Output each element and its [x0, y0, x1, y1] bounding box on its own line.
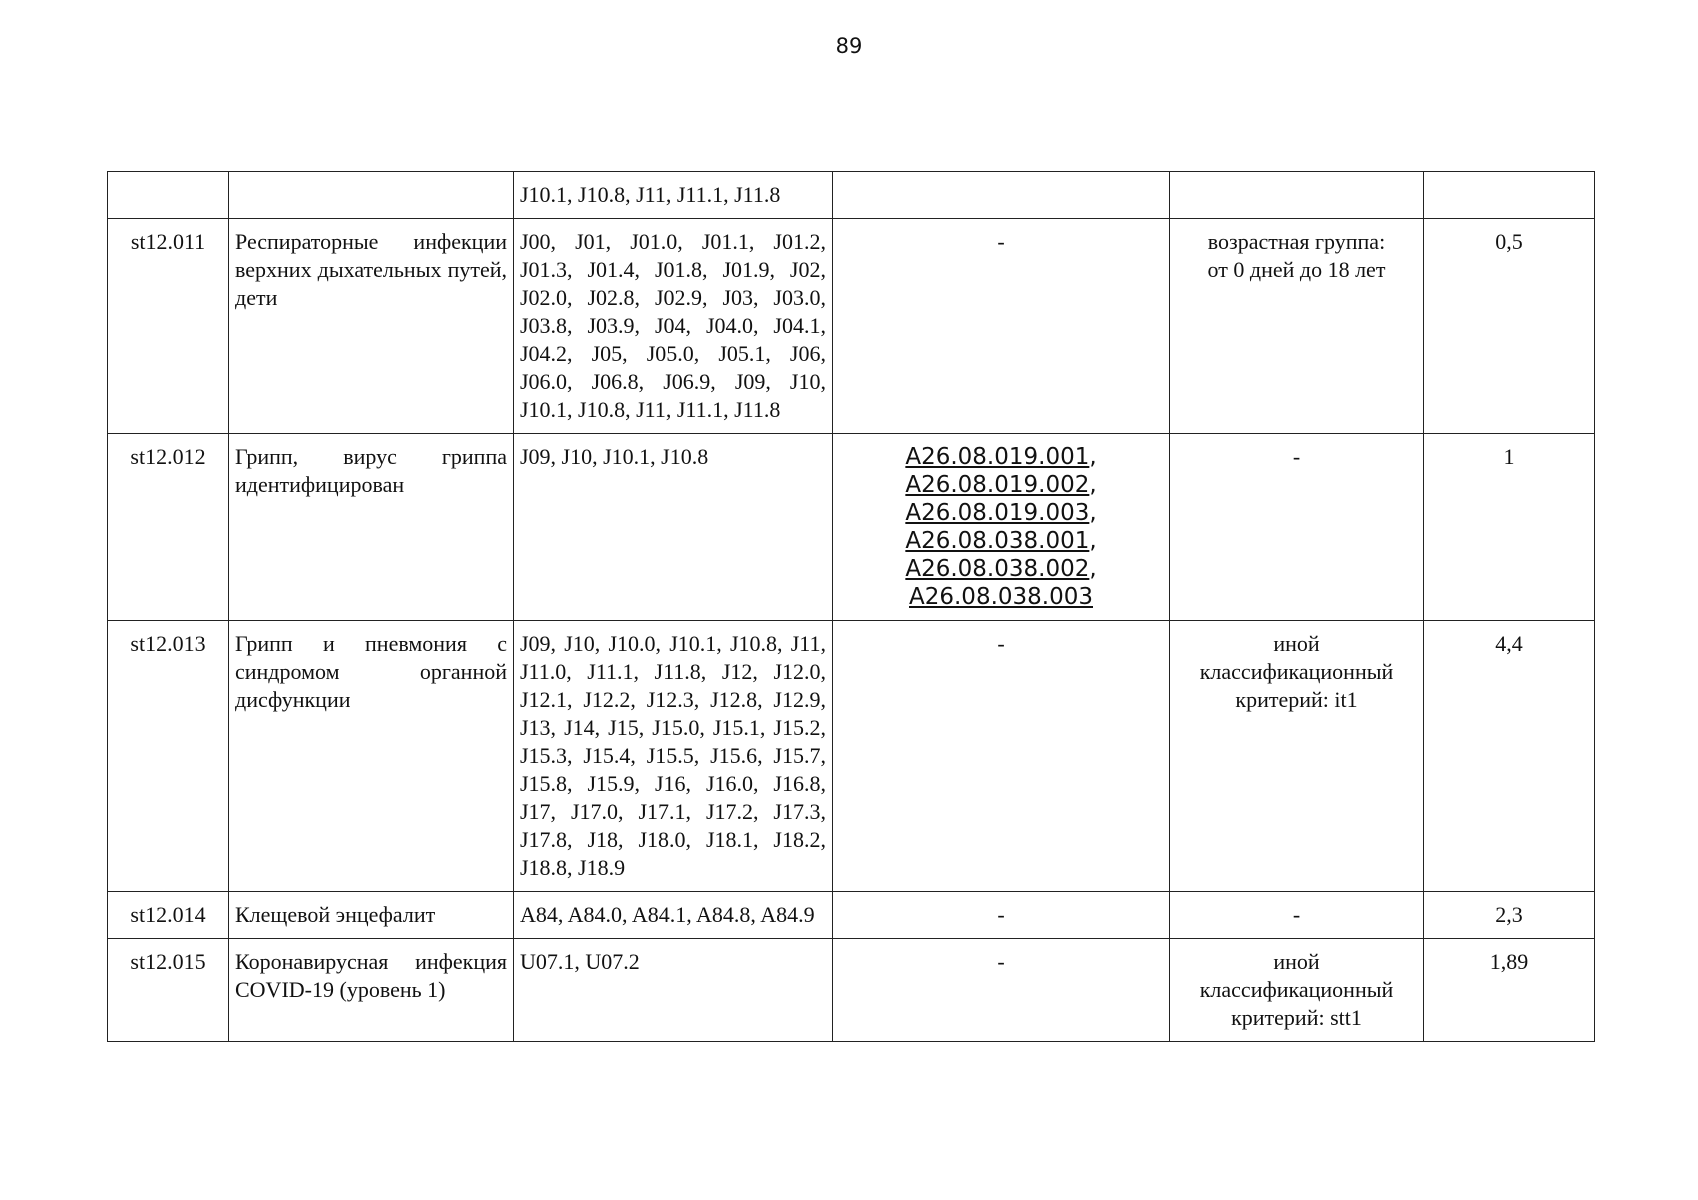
table-row [108, 172, 1595, 219]
criterion-line: классификационный [1199, 659, 1394, 684]
ksg-table [107, 171, 1595, 1042]
service-code-link[interactable]: A26.08.038.003 [909, 584, 1093, 610]
services-cell: - [833, 219, 1170, 434]
service-code-link[interactable]: A26.08.038.002 [905, 556, 1090, 582]
criterion-line: возрастная группа: [1207, 229, 1386, 254]
service-item: A26.08.019.002, [905, 472, 1097, 498]
service-code-link[interactable]: A26.08.019.002 [905, 472, 1090, 498]
services-cell: - [833, 939, 1170, 1042]
ksg-code-cell: st12.012 [108, 434, 229, 621]
service-item: A26.08.019.001, [905, 444, 1097, 470]
table-row [108, 219, 1595, 434]
mkb-codes-cell: J09, J10, J10.0, J10.1, J10.8, J11, J11.0, J11.1, J11.8, J12, J12.0, J12.1, J12.2, J12.3, J12.8, J12.9, J13, J14, J15, J15.0, J15.1, J15.2, J15.3, J15.4, J15.5, J15.6, J15.7, J15.8, J15.9, J16, J16.0, J16.8, J17, J17.0, J17.1, J17.2, J17.3, J17.8, J18, J18.0, J18.1, J18.2, J18.8, J18.9 [514, 621, 833, 892]
ksg-name-cell: Коронавирусная инфекция COVID-19 (уровень 1) [229, 939, 514, 1042]
services-cell: - [833, 892, 1170, 939]
mkb-codes-cell: J10.1, J10.8, J11, J11.1, J11.8 [514, 172, 833, 219]
ksg-name-cell: Респираторные инфекции верхних дыхательных путей, дети [229, 219, 514, 434]
criterion-line: классификационный [1199, 977, 1394, 1002]
page-number: 89 [835, 34, 863, 58]
mkb-codes-cell: A84, A84.0, A84.1, A84.8, A84.9 [514, 892, 833, 939]
ksg-code-cell: st12.014 [108, 892, 229, 939]
criterion-cell: - [1170, 892, 1424, 939]
coefficient-cell: 4,4 [1424, 621, 1595, 892]
ksg-name-cell: Грипп и пневмония с синдромом органной дисфункции [229, 621, 514, 892]
ksg-code-cell: st12.011 [108, 219, 229, 434]
criterion-line: критерий: stt1 [1231, 1005, 1362, 1030]
coefficient-cell: 2,3 [1424, 892, 1595, 939]
services-cell [833, 434, 1170, 621]
ksg-name-cell: Клещевой энцефалит [229, 892, 514, 939]
table-row [108, 621, 1595, 892]
service-item: A26.08.038.001, [905, 528, 1097, 554]
ksg-code-cell: st12.013 [108, 621, 229, 892]
coefficient-cell: 1 [1424, 434, 1595, 621]
criterion-cell [1170, 621, 1424, 892]
mkb-codes-cell: J00, J01, J01.0, J01.1, J01.2, J01.3, J01.4, J01.8, J01.9, J02, J02.0, J02.8, J02.9, J03, J03.0, J03.8, J03.9, J04, J04.0, J04.1, J04.2, J05, J05.0, J05.1, J06, J06.0, J06.8, J06.9, J09, J10, J10.1, J10.8, J11, J11.1, J11.8 [514, 219, 833, 434]
coefficient-cell: 1,89 [1424, 939, 1595, 1042]
table-row [108, 939, 1595, 1042]
ksg-code-cell: st12.015 [108, 939, 229, 1042]
criterion-line: от 0 дней до 18 лет [1207, 257, 1386, 282]
table-row [108, 892, 1595, 939]
criterion-cell: - [1170, 434, 1424, 621]
services-cell [833, 172, 1170, 219]
criterion-cell [1170, 219, 1424, 434]
criterion-cell [1170, 939, 1424, 1042]
service-code-link[interactable]: A26.08.038.001 [905, 528, 1090, 554]
criterion-cell [1170, 172, 1424, 219]
criterion-line: критерий: it1 [1235, 687, 1358, 712]
service-item: A26.08.019.003, [905, 500, 1097, 526]
ksg-code-cell [108, 172, 229, 219]
criterion-line: иной [1273, 631, 1320, 656]
table-row [108, 434, 1595, 621]
services-cell: - [833, 621, 1170, 892]
service-code-link[interactable]: A26.08.019.001 [905, 444, 1090, 470]
mkb-codes-cell: U07.1, U07.2 [514, 939, 833, 1042]
service-item [839, 583, 1163, 611]
coefficient-cell: 0,5 [1424, 219, 1595, 434]
mkb-codes-cell: J09, J10, J10.1, J10.8 [514, 434, 833, 621]
criterion-line: иной [1273, 949, 1320, 974]
coefficient-cell [1424, 172, 1595, 219]
ksg-name-cell [229, 172, 514, 219]
ksg-name-cell: Грипп, вирус гриппа идентифицирован [229, 434, 514, 621]
service-item: A26.08.038.002, [905, 556, 1097, 582]
service-code-link[interactable]: A26.08.019.003 [905, 500, 1090, 526]
